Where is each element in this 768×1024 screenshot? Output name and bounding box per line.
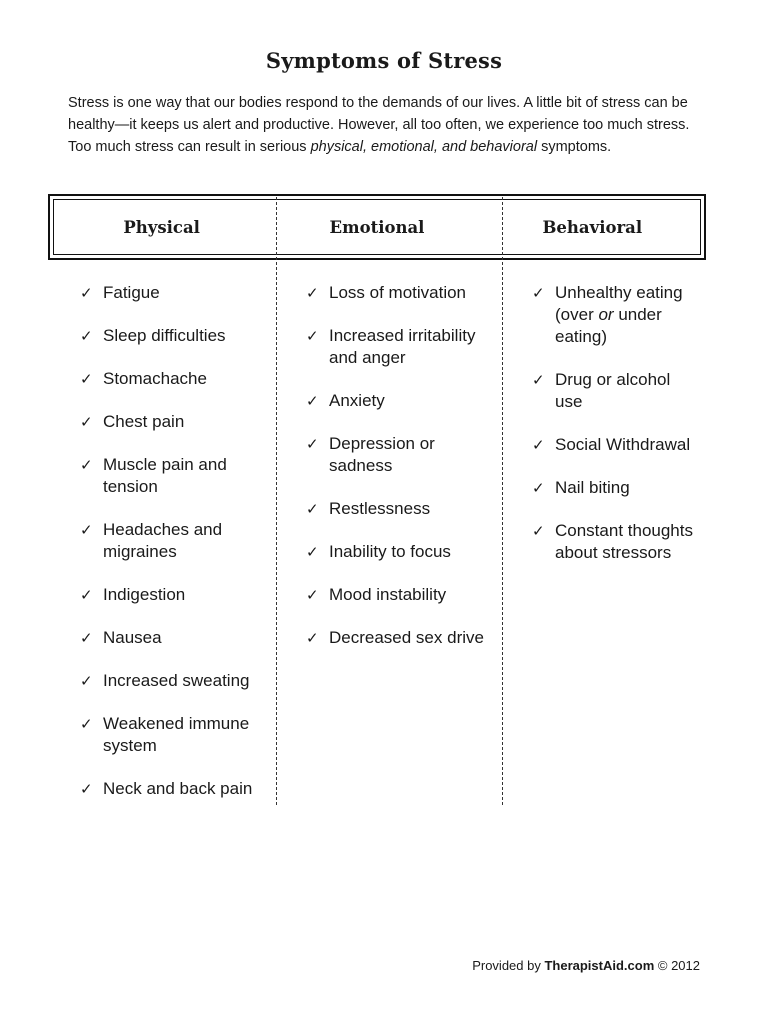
footer-credit — [472, 958, 700, 973]
symptom-label: Decreased sex drive — [329, 628, 484, 647]
symptom-label: Fatigue — [103, 283, 160, 302]
physical-symptom-item — [80, 584, 270, 606]
symptom-label: Stomachache — [103, 369, 207, 388]
symptom-label: Drug or alcohol use — [555, 370, 671, 411]
physical-symptom-item — [80, 778, 270, 800]
emotional-symptom-item — [306, 541, 496, 563]
physical-symptom-item — [80, 454, 270, 498]
checkmark-icon: ✓ — [306, 586, 319, 604]
symptom-label: Sleep difficulties — [103, 326, 226, 345]
behavioral-symptom-item — [532, 282, 700, 348]
physical-symptoms-list — [80, 282, 270, 821]
behavioral-symptoms-list — [532, 282, 700, 585]
intro-text-end: symptoms. — [537, 139, 612, 155]
column-divider — [502, 197, 503, 805]
physical-symptom-item — [80, 411, 270, 433]
checkmark-icon: ✓ — [80, 456, 93, 474]
checkmark-icon: ✓ — [80, 586, 93, 604]
intro-paragraph — [68, 92, 708, 158]
checkmark-icon: ✓ — [306, 435, 319, 453]
symptom-label: or — [598, 305, 614, 324]
physical-symptom-item — [80, 368, 270, 390]
checkmark-icon: ✓ — [80, 629, 93, 647]
checkmark-icon: ✓ — [80, 521, 93, 539]
emotional-symptoms-list — [306, 282, 496, 670]
checkmark-icon: ✓ — [532, 284, 545, 302]
header-behavioral: Behavioral — [542, 217, 643, 237]
behavioral-symptom-item — [532, 477, 700, 499]
symptom-label: Loss of motivation — [329, 283, 467, 302]
intro-emphasis: physical, emotional, and behavioral — [310, 139, 538, 155]
physical-symptom-item — [80, 519, 270, 563]
checkmark-icon: ✓ — [532, 371, 545, 389]
symptom-label: under eating) — [555, 305, 662, 346]
emotional-symptom-item — [306, 325, 496, 369]
symptom-label: Inability to focus — [329, 542, 451, 561]
header-physical: Physical — [123, 217, 200, 237]
symptom-label: Indigestion — [103, 585, 186, 604]
checkmark-icon: ✓ — [80, 370, 93, 388]
symptom-label: Mood instability — [329, 585, 447, 604]
checkmark-icon: ✓ — [532, 522, 545, 540]
symptom-label: Social Withdrawal — [555, 435, 691, 454]
symptom-label: Constant thoughts about stressors — [555, 521, 693, 562]
symptom-label: Chest pain — [103, 412, 185, 431]
checkmark-icon: ✓ — [80, 672, 93, 690]
symptom-label: Nail biting — [555, 478, 630, 497]
footer-brand: TherapistAid.com — [544, 958, 655, 973]
checkmark-icon: ✓ — [532, 436, 545, 454]
symptom-label: Unhealthy eating (over — [555, 283, 683, 324]
checkmark-icon: ✓ — [80, 284, 93, 302]
checkmark-icon: ✓ — [80, 413, 93, 431]
physical-symptom-item — [80, 282, 270, 304]
symptom-label: Anxiety — [329, 391, 385, 410]
symptom-label: Weakened immune system — [103, 714, 250, 755]
column-divider — [276, 197, 277, 805]
checkmark-icon: ✓ — [532, 479, 545, 497]
physical-symptom-item — [80, 325, 270, 347]
behavioral-symptom-item — [532, 434, 700, 456]
checkmark-icon: ✓ — [306, 500, 319, 518]
table-header-inner — [53, 199, 701, 255]
physical-symptom-item — [80, 670, 270, 692]
checkmark-icon: ✓ — [80, 780, 93, 798]
emotional-symptom-item — [306, 584, 496, 606]
physical-symptom-item — [80, 713, 270, 757]
symptom-label: Headaches and migraines — [103, 520, 223, 561]
behavioral-symptom-item — [532, 369, 700, 413]
emotional-symptom-item — [306, 390, 496, 412]
symptom-label: Nausea — [103, 628, 162, 647]
symptom-label: Increased sweating — [103, 671, 250, 690]
checkmark-icon: ✓ — [80, 327, 93, 345]
emotional-symptom-item — [306, 498, 496, 520]
checkmark-icon: ✓ — [306, 392, 319, 410]
symptom-label: Increased irritability and anger — [329, 326, 476, 367]
intro-text: Stress is one way that our bodies respond to the demands of our lives. A little bit of stress can be healthy—it keeps us alert and productive. However, all too often, we experience too much stress. Too much stress can result in serious — [68, 95, 690, 155]
emotional-symptom-item — [306, 282, 496, 304]
symptom-label: Restlessness — [329, 499, 431, 518]
symptom-label: Muscle pain and tension — [103, 455, 227, 496]
footer-copyright: © 2012 — [654, 958, 700, 973]
checkmark-icon: ✓ — [306, 629, 319, 647]
checkmark-icon: ✓ — [306, 327, 319, 345]
checkmark-icon: ✓ — [306, 284, 319, 302]
footer-prefix: Provided by — [472, 958, 545, 973]
checkmark-icon: ✓ — [306, 543, 319, 561]
behavioral-symptom-item — [532, 520, 700, 564]
emotional-symptom-item — [306, 627, 496, 649]
physical-symptom-item — [80, 627, 270, 649]
symptom-label: Neck and back pain — [103, 779, 253, 798]
header-emotional: Emotional — [329, 217, 425, 237]
checkmark-icon: ✓ — [80, 715, 93, 733]
emotional-symptom-item — [306, 433, 496, 477]
table-header — [48, 194, 706, 260]
page-title: Symptoms of Stress — [265, 48, 503, 73]
symptom-label: Depression or sadness — [329, 434, 435, 475]
